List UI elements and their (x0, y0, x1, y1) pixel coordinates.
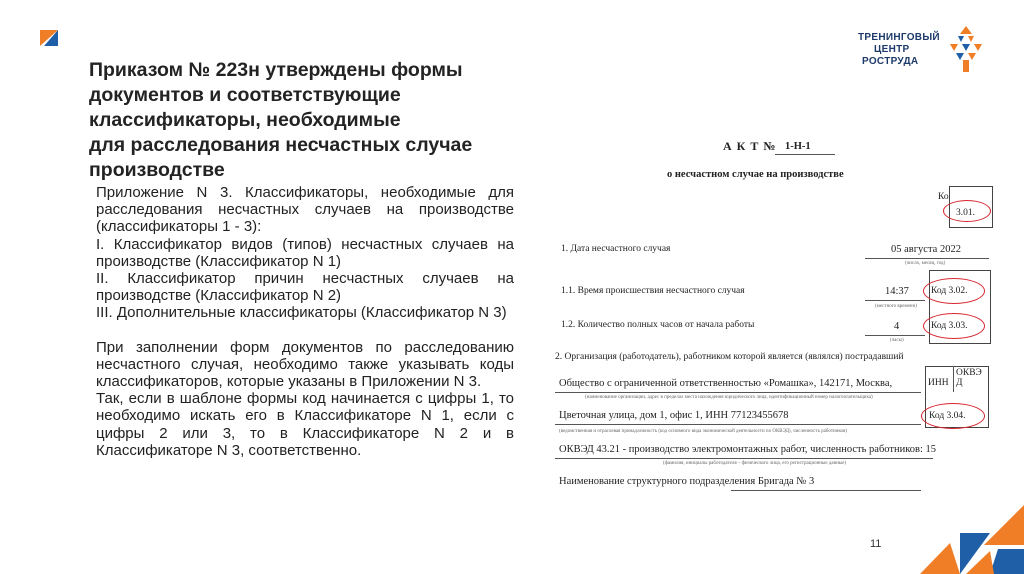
row1-value: 05 августа 2022 (891, 244, 961, 255)
unit-underline (731, 490, 921, 491)
row11-value: 14:37 (885, 286, 909, 297)
body-paragraph: I. Классификатор видов (типов) несчастных случаев на производстве (Классификатор N 1) (96, 235, 514, 270)
act-subtitle: о несчастном случае на производстве (667, 169, 844, 180)
org-code: Код 3.04. (929, 411, 966, 421)
brand-logo-text: ТРЕНИНГОВЫЙ ЦЕНТР РОСТРУДА (858, 32, 940, 67)
body-paragraph: II. Классификатор причин несчастных случаев на производстве (Классификатор N 2) (96, 270, 514, 305)
paragraph-gap (96, 322, 514, 339)
row12-code: Код 3.03. (931, 321, 968, 331)
code-top: 3.01. (956, 208, 975, 218)
brand-emblem-icon (946, 26, 986, 72)
act-document-scan (545, 130, 995, 500)
person-hint: (фамилия, инициалы работодателя – физического лица, его регистрационные данные) (663, 461, 847, 466)
inn-okved-divider (953, 366, 954, 392)
okved-line: ОКВЭД 43.21 - производство электромонтажных работ, численность работников: 15 (559, 444, 937, 455)
org-name-underline (555, 392, 921, 393)
act-number-underline (775, 154, 835, 155)
okved-label: ОКВЭ Д (956, 368, 982, 388)
code-top-highlight (943, 200, 991, 222)
row12-value: 4 (894, 321, 900, 332)
row1-underline (865, 258, 989, 259)
body-paragraph: При заполнении форм документов по расследованию несчастного случая, необходимо также указывать коды классификаторов, которые указаны в Приложении N 3. (96, 338, 514, 391)
row12-hint: (часы) (890, 338, 904, 343)
brand-logo (858, 26, 988, 76)
inn-label: ИНН (928, 378, 949, 388)
org-hint: (наименование организации, адрес в пределах места нахождения юридического лица, идентификационный номер налогоплательщика) (585, 395, 873, 400)
org-address-underline (555, 424, 921, 425)
org-address: Цветочная улица, дом 1, офис 1, ИНН 77123455678 (559, 410, 789, 421)
body-paragraph: Так, если в шаблоне формы код начинается с цифры 1, то необходимо искать его в Классификаторе N 1, если с цифры 2 или 3, то в Классификаторе N 2 и в Классификаторе N 3, соответственно. (96, 390, 514, 459)
corner-logo-icon (40, 30, 58, 46)
slide-title: Приказом № 223н утверждены формы документов и соответствующие классификаторы, необходимые для расследования несчастных случае производстве (89, 59, 473, 181)
unit-line: Наименование структурного подразделения Бригада № 3 (559, 476, 815, 487)
row12-code-highlight (923, 313, 985, 339)
org-name: Общество с ограниченной ответственностью «Ромашка», 142171, Москва, (559, 378, 893, 389)
body-paragraph: Приложение N 3. Классификаторы, необходимые для расследования несчастных случаев на производстве (классификаторы 1 - 3): (96, 184, 514, 236)
corner-decoration-icon (920, 505, 1024, 574)
row2-label: 2. Организация (работодатель), работником которой является (являлся) пострадавший (555, 352, 904, 362)
slide-body-text (96, 184, 514, 459)
row11-underline (865, 300, 925, 301)
row11-label: 1.1. Время происшествия несчастного случая (561, 286, 745, 296)
row11-code: Код 3.02. (931, 286, 968, 296)
row12-label: 1.2. Количество полных часов от начала работы (561, 320, 755, 330)
page-number: 11 (870, 538, 882, 550)
org-code-highlight (921, 403, 985, 429)
row1-label: 1. Дата несчастного случая (561, 244, 671, 254)
row12-underline (865, 335, 925, 336)
okved-hint: (ведомственная и отраслевая принадлежность (код основного вида экономической деятельности по ОКВЭД), численность работников) (559, 429, 848, 434)
act-label: А К Т № (723, 139, 777, 153)
act-number: 1-Н-1 (785, 141, 811, 152)
row1-hint: (число, месяц, год) (905, 261, 946, 266)
row11-code-highlight (923, 278, 985, 304)
okved-underline (555, 458, 933, 459)
row11-hint: (местного времени) (875, 304, 917, 309)
code-label-top: Ко (938, 192, 949, 202)
body-paragraph: III. Дополнительные классификаторы (Классификатор N 3) (96, 304, 507, 322)
